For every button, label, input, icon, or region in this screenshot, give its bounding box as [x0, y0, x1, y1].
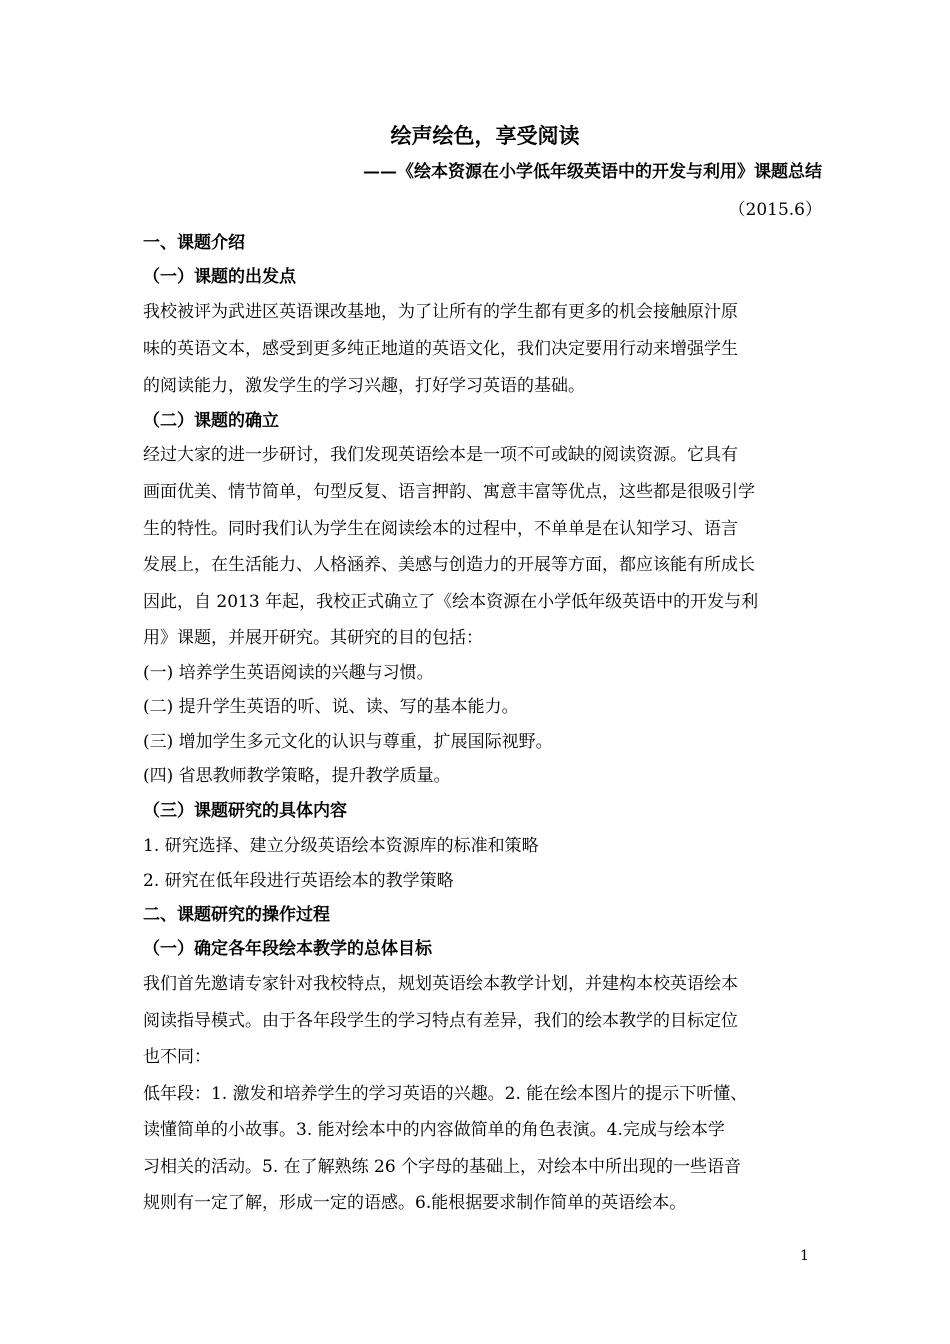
list-item: (三) 增加学生多元文化的认识与尊重，扩展国际视野。 [143, 732, 553, 752]
paragraph-line: 低年段：1. 激发和培养学生的学习英语的兴趣。2. 能在绘本图片的提示下听懂、 [143, 1084, 748, 1104]
paragraph-line: 习相关的活动。5. 在了解熟练 26 个字母的基础上，对绘本中所出现的一些语音 [143, 1157, 742, 1177]
paragraph-line: 规则有一定了解，形成一定的语感。6.能根据要求制作简单的英语绘本。 [143, 1193, 687, 1213]
document-title: 绘声绘色，享受阅读 [390, 123, 580, 148]
paragraph-line: 因此，自 2013 年起，我校正式确立了《绘本资源在小学低年级英语中的开发与利 [143, 592, 759, 612]
paragraph-line: 我们首先邀请专家针对我校特点，规划英语绘本教学计划，并建构本校英语绘本 [143, 974, 738, 994]
subsection-heading: （二）课题的确立 [143, 411, 279, 431]
document-subtitle: ——《绘本资源在小学低年级英语中的开发与利用》课题总结 [363, 162, 822, 182]
subsection-heading: （一）确定各年段绘本教学的总体目标 [143, 939, 432, 959]
paragraph-line: 我校被评为武进区英语课改基地，为了让所有的学生都有更多的机会接触原汁原 [143, 302, 738, 322]
section-heading: 二、课题研究的操作过程 [143, 905, 330, 925]
list-item: 1. 研究选择、建立分级英语绘本资源库的标准和策略 [143, 836, 539, 856]
list-item: (二) 提升学生英语的听、说、读、写的基本能力。 [143, 697, 519, 717]
list-item: (四) 省思教师教学策略，提升教学质量。 [143, 766, 451, 786]
section-heading: 一、课题介绍 [143, 233, 245, 253]
page-number: 1 [800, 1248, 809, 1264]
paragraph-line: 经过大家的进一步研讨，我们发现英语绘本是一项不可或缺的阅读资源。它具有 [143, 445, 738, 465]
paragraph-line: 画面优美、情节简单，句型反复、语言押韵、寓意丰富等优点，这些都是很吸引学 [143, 482, 755, 502]
paragraph-line: 的阅读能力，激发学生的学习兴趣，打好学习英语的基础。 [143, 376, 585, 396]
paragraph-line: 生的特性。同时我们认为学生在阅读绘本的过程中，不单单是在认知学习、语言 [143, 519, 738, 539]
list-item: 2. 研究在低年段进行英语绘本的教学策略 [143, 871, 454, 891]
paragraph-line: 发展上，在生活能力、人格涵养、美感与创造力的开展等方面，都应该能有所成长 [143, 555, 755, 575]
list-item: (一) 培养学生英语阅读的兴趣与习惯。 [143, 663, 434, 683]
subsection-heading: （一）课题的出发点 [143, 267, 296, 287]
paragraph-line: 也不同： [143, 1047, 211, 1067]
paragraph-line: 读懂简单的小故事。3. 能对绘本中的内容做简单的角色表演。4.完成与绘本学 [143, 1120, 725, 1140]
subsection-heading: （三）课题研究的具体内容 [143, 801, 347, 821]
paragraph-line: 阅读指导模式。由于各年段学生的学习特点有差异，我们的绘本教学的目标定位 [143, 1011, 738, 1031]
document-date: （2015.6） [728, 200, 822, 220]
paragraph-line: 味的英语文本，感受到更多纯正地道的英语文化，我们决定要用行动来增强学生 [143, 339, 738, 359]
paragraph-line: 用》课题，并展开研究。其研究的目的包括： [143, 628, 483, 648]
